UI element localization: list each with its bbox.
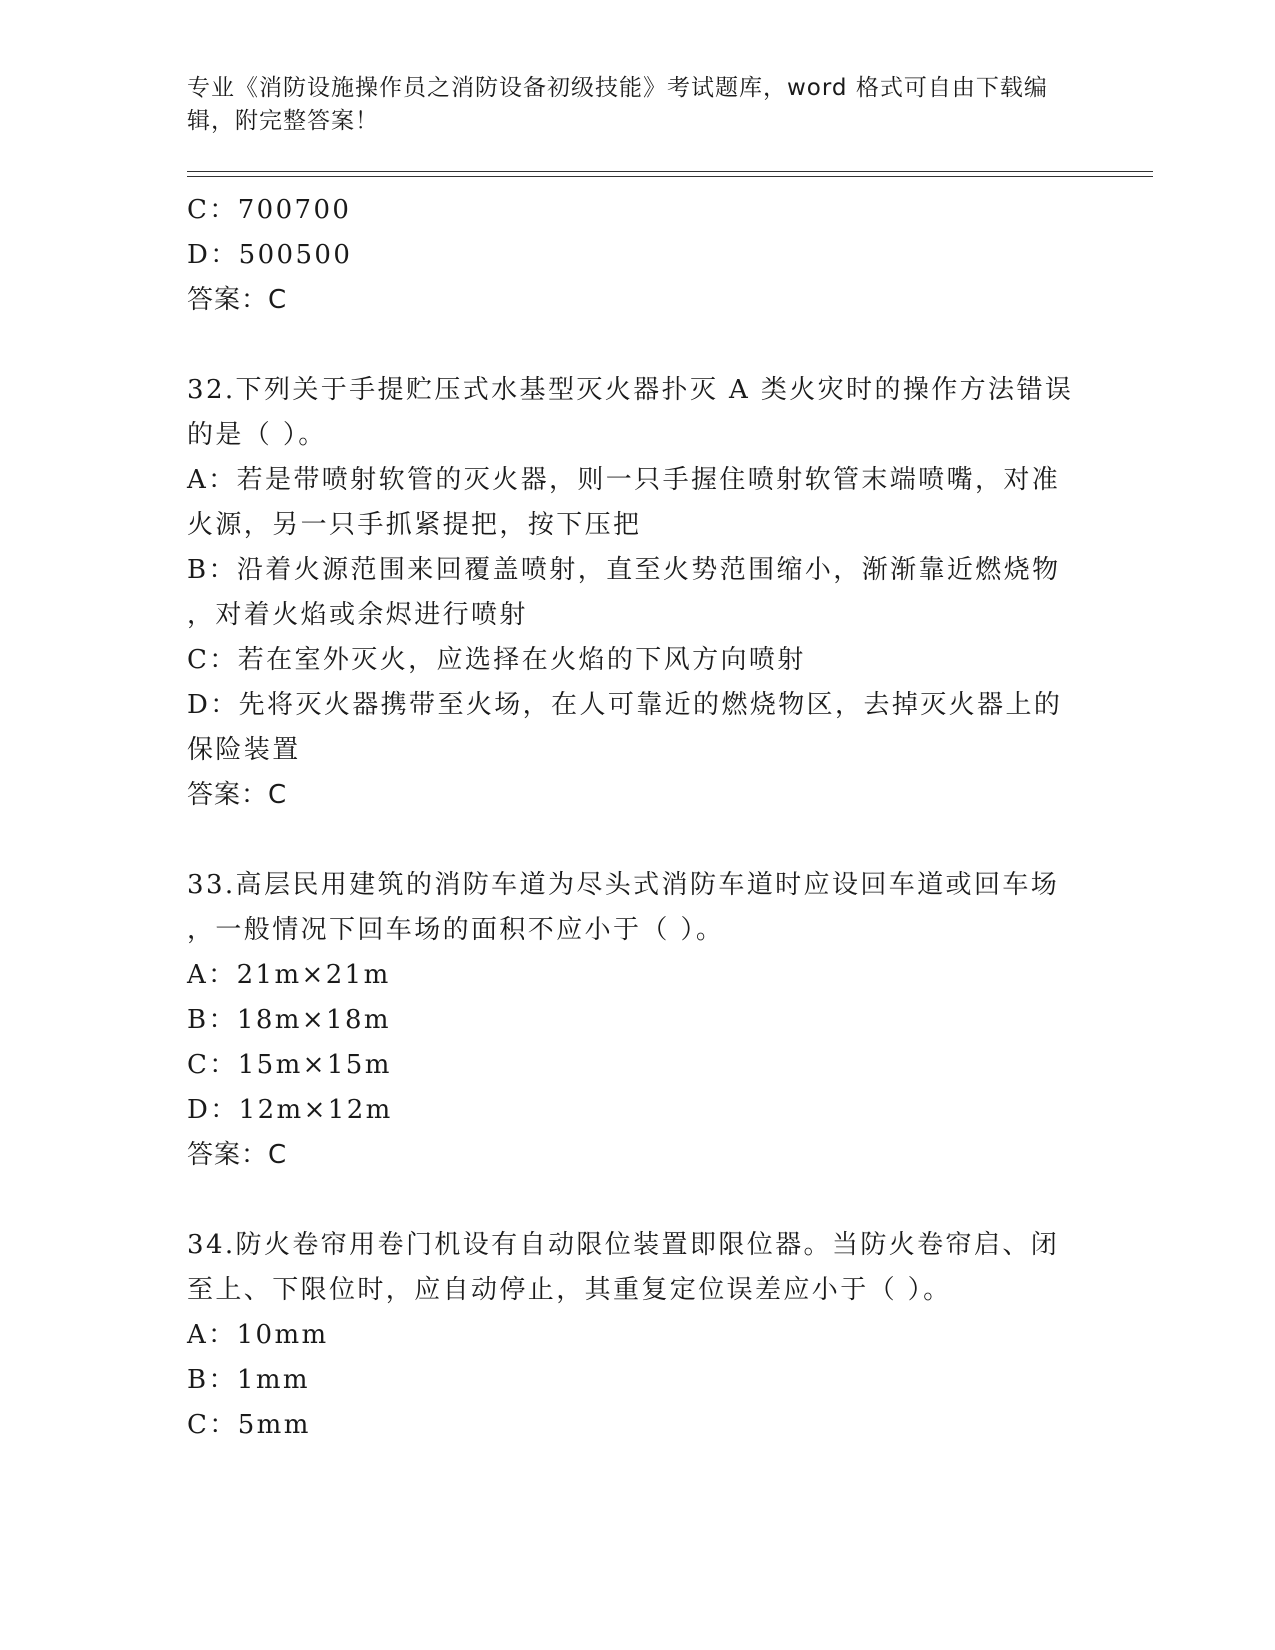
option-b: B：18m×18m: [187, 1005, 391, 1035]
option-b: B：1mm: [187, 1365, 310, 1395]
header-rule-top: [187, 171, 1153, 172]
option-b: ，对着火焰或余烬进行喷射: [187, 600, 528, 630]
option-a: 火源，另一只手抓紧提把，按下压把: [187, 510, 642, 540]
question-stem: 34.防火卷帘用卷门机设有自动限位装置即限位器。当防火卷帘启、闭: [187, 1230, 1060, 1260]
question-stem: ，一般情况下回车场的面积不应小于（ ）。: [187, 915, 725, 945]
option-c: C：若在室外灭火，应选择在火焰的下风方向喷射: [187, 645, 806, 675]
question-stem: 32.下列关于手提贮压式水基型灭火器扑灭 A 类火灾时的操作方法错误: [187, 375, 1074, 405]
answer: 答案：C: [187, 285, 288, 315]
question-31-tail: [187, 188, 1067, 323]
option-a: A：若是带喷射软管的灭火器，则一只手握住喷射软管末端喷嘴，对准: [187, 465, 1061, 495]
question-stem: 至上、下限位时，应自动停止，其重复定位误差应小于（ ）。: [187, 1275, 952, 1305]
option-c: C：15m×15m: [187, 1050, 392, 1080]
question-33: [187, 863, 1067, 1178]
document-header: [187, 72, 1067, 138]
option-d: 保险装置: [187, 735, 301, 765]
option-d: D：500500: [187, 240, 353, 270]
question-list: [187, 188, 1074, 1448]
answer: 答案：C: [187, 1140, 288, 1170]
question-34: [187, 1223, 1067, 1448]
header-line-2: 辑，附完整答案！: [187, 108, 379, 134]
option-b: B：沿着火源范围来回覆盖喷射，直至火势范围缩小，渐渐靠近燃烧物: [187, 555, 1061, 585]
question-32: [187, 368, 1074, 818]
option-c: C：5mm: [187, 1410, 311, 1440]
question-stem: 33.高层民用建筑的消防车道为尽头式消防车道时应设回车道或回车场: [187, 870, 1060, 900]
option-d: D：12m×12m: [187, 1095, 393, 1125]
option-a: A：10mm: [187, 1320, 329, 1350]
header-rule-bottom: [187, 176, 1153, 177]
option-d: D：先将灭火器携带至火场，在人可靠近的燃烧物区，去掉灭火器上的: [187, 690, 1063, 720]
header-line-1: 专业《消防设施操作员之消防设备初级技能》考试题库，word 格式可自由下载编: [187, 75, 1048, 101]
option-a: A：21m×21m: [187, 960, 391, 990]
answer: 答案：C: [187, 780, 288, 810]
option-c: C：700700: [187, 195, 352, 225]
question-stem: 的是（ ）。: [187, 420, 327, 450]
